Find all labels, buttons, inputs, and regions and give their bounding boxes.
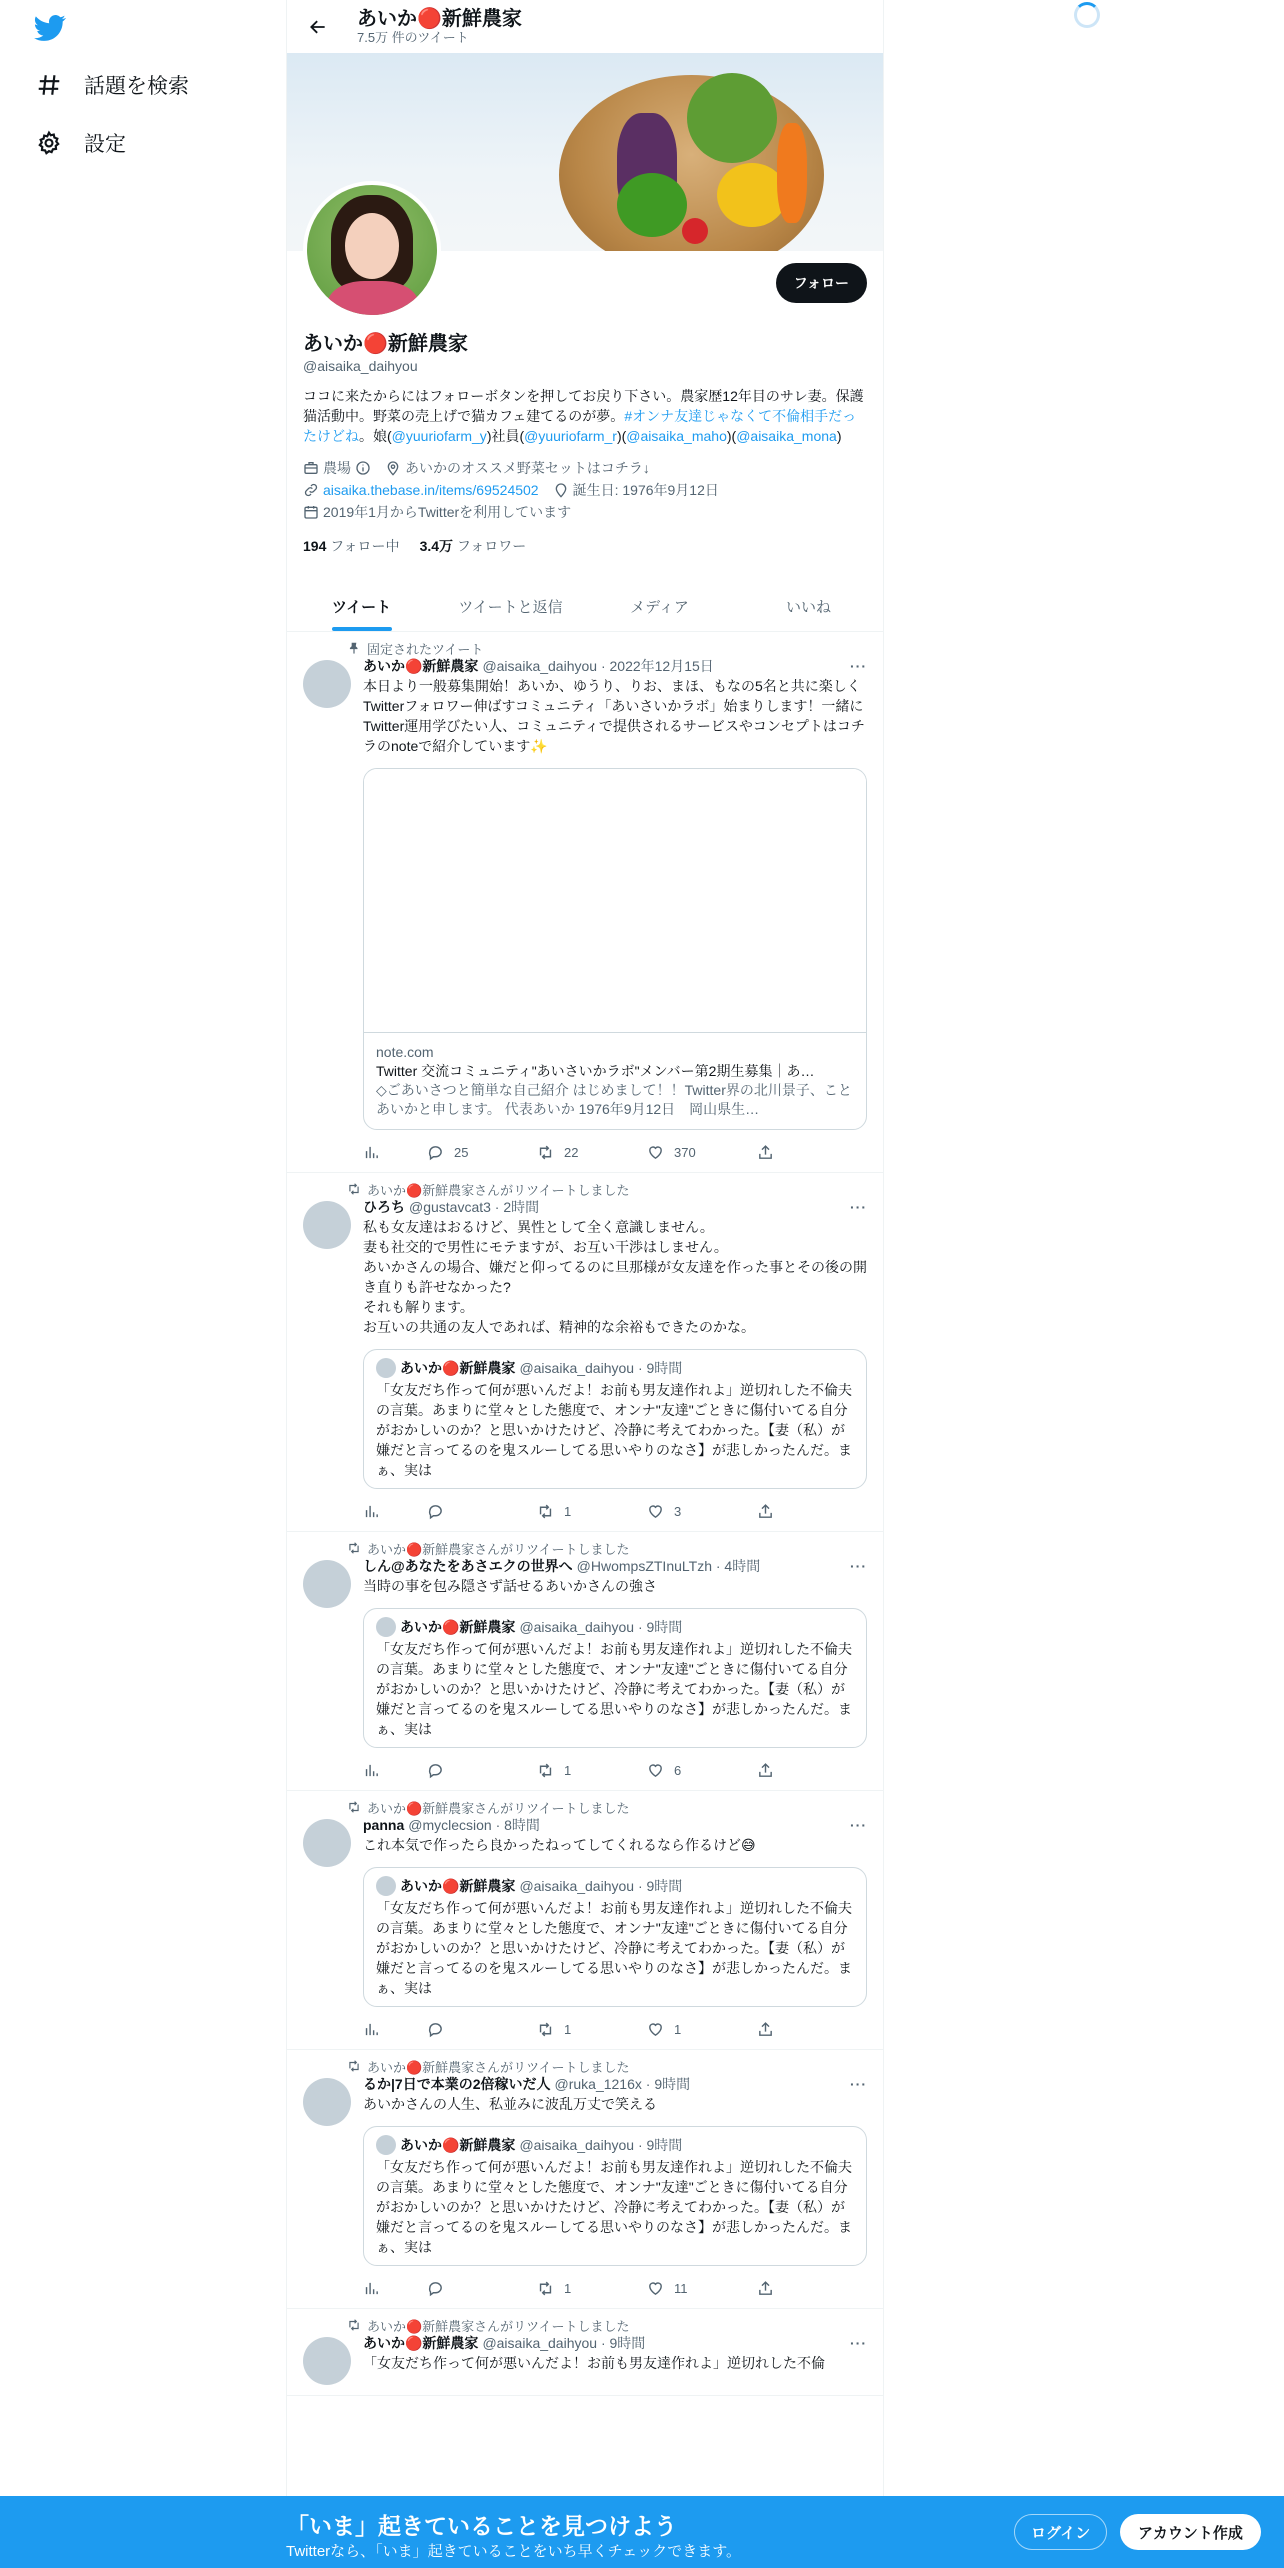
quoted-author-meta: @aisaika_daihyou · 9時間 xyxy=(519,2137,683,2153)
header-profile-name: あいか🔴新鮮農家 xyxy=(357,7,522,30)
tab-likes[interactable]: いいね xyxy=(785,599,831,616)
like-count: 370 xyxy=(674,1144,696,1160)
tweet-author-name[interactable]: るか|7日で本業の2倍稼いだ人 xyxy=(363,2076,551,2092)
tweet-context xyxy=(347,1799,867,1815)
profile-name: あいか🔴新鮮農家 xyxy=(303,333,468,355)
reply-button[interactable] xyxy=(427,1144,537,1161)
tweet-context xyxy=(347,640,867,656)
bio-text: )( xyxy=(726,428,737,444)
like-icon xyxy=(647,2021,664,2038)
like-icon xyxy=(647,1144,664,1161)
bio-text: )社員( xyxy=(486,428,525,444)
tweet[interactable] xyxy=(287,632,883,1173)
retweet-icon xyxy=(537,1503,554,1520)
share-button[interactable] xyxy=(757,1503,867,1520)
reply-icon xyxy=(427,1503,444,1520)
back-button[interactable] xyxy=(301,10,335,44)
share-icon xyxy=(757,1762,774,1779)
profile-url-link[interactable]: aisaika.thebase.in/items/69524502 xyxy=(323,482,539,498)
more-options-icon[interactable]: ··· xyxy=(850,2335,867,2351)
quoted-tweet[interactable] xyxy=(363,1349,867,1489)
signup-banner-subtitle: Twitterなら、「いま」起きていることをいち早くチェックできます。 xyxy=(286,2543,742,2560)
reply-icon xyxy=(427,2280,444,2297)
tweet-context-label: 固定されたツイート xyxy=(367,641,484,657)
retweet-count: 1 xyxy=(564,2280,572,2296)
gear-icon xyxy=(36,130,62,156)
nav-settings[interactable] xyxy=(36,128,126,158)
tweet[interactable] xyxy=(287,1532,883,1791)
share-button[interactable] xyxy=(757,2280,867,2297)
profile-birthday xyxy=(553,480,719,500)
like-count: 1 xyxy=(674,2021,682,2037)
following-link[interactable] xyxy=(303,536,400,556)
avatar xyxy=(376,1358,396,1378)
quoted-tweet-text: 「女友だち作って何が悪いんだよ！お前も男友達作れよ」逆切れした不倫夫の言葉。あまりに堂々とした態度で、オンナ"友達"ごときに傷付いてる自分がおかしいのか？と思いかけたけど、冷静に考えてわかった。【妻（私）が嫌だと言ってるのを鬼スルーしてる思いやりのなさ】が悲しかったんだ。まぁ、実は xyxy=(376,1900,852,1996)
bio-mention-link[interactable]: @aisaika_maho xyxy=(626,428,727,444)
bio-mention-link[interactable]: @yuuriofarm_r xyxy=(524,428,617,444)
profile-joined xyxy=(303,502,571,522)
quoted-tweet-text: 「女友だち作って何が悪いんだよ！お前も男友達作れよ」逆切れした不倫夫の言葉。あまりに堂々とした態度で、オンナ"友達"ごときに傷付いてる自分がおかしいのか？と思いかけたけど、冷静に考えてわかった。【妻（私）が嫌だと言ってるのを鬼スルーしてる思いやりのなさ】が悲しかったんだ。まぁ、実は xyxy=(376,1382,852,1478)
profile-top xyxy=(287,251,883,323)
bio-hashtag-link[interactable]: #オンナ友達じゃなくて不倫相手だったけどね xyxy=(303,408,857,444)
profile-location-label: あいかのオススメ野菜セットはコチラ↓ xyxy=(405,460,650,476)
tweet-author-meta[interactable]: @gustavcat3 · 2時間 xyxy=(409,1199,540,1215)
link-card-description: ◇ごあいさつと簡単な自己紹介 はじめまして！！Twitter界の北川景子、こと あいかと申します。 代表あいか 1976年9月12日 岡山県生… xyxy=(376,1082,852,1117)
tweet-author-name[interactable]: しん@あなたをあさエクの世界へ xyxy=(363,1558,573,1574)
avatar[interactable] xyxy=(303,1201,351,1249)
more-options-icon[interactable]: ··· xyxy=(850,1817,867,1833)
tweet-actions xyxy=(363,1142,867,1162)
birthday-icon xyxy=(553,482,569,498)
avatar[interactable] xyxy=(303,1560,351,1608)
nav-explore-label: 話題を検索 xyxy=(84,75,189,98)
quoted-tweet[interactable] xyxy=(363,1867,867,2007)
twitter-logo-icon[interactable] xyxy=(34,12,66,44)
bio-text: 。娘( xyxy=(359,428,392,444)
bio-text: ココに来たからにはフォローボタンを押してお戻り下さい。農家歴12年目のサレ妻。保護猫活動中。野菜の売上げで猫カフェ建てるのが夢。 xyxy=(303,388,864,424)
tweet-text: これ本気で作ったら良かったねってしてくれるなら作るけど😅 xyxy=(363,1837,756,1853)
tweet-actions xyxy=(363,2019,867,2039)
retweet-count: 1 xyxy=(564,2021,572,2037)
avatar xyxy=(376,1876,396,1896)
profile-avatar[interactable] xyxy=(303,181,441,319)
tweet-text: あいかさんの人生、私並みに波乱万丈で笑える xyxy=(363,2096,657,2112)
quoted-author-meta: @aisaika_daihyou · 9時間 xyxy=(519,1619,683,1635)
location-icon xyxy=(385,460,401,476)
share-icon xyxy=(757,1503,774,1520)
tweet-author-meta[interactable]: @ruka_1216x · 9時間 xyxy=(554,2076,691,2092)
link-card-image xyxy=(364,769,866,1033)
retweet-button[interactable] xyxy=(537,1762,647,1779)
share-button[interactable] xyxy=(757,1144,867,1161)
reply-count: 25 xyxy=(454,1144,469,1160)
retweet-icon xyxy=(347,1800,361,1814)
like-count: 3 xyxy=(674,1503,682,1519)
like-count: 11 xyxy=(674,2280,688,2296)
views-icon xyxy=(363,1503,380,1520)
tab-media[interactable]: メディア xyxy=(630,599,689,616)
tweet-context-label: あいか🔴新鮮農家さんがリツイートしました xyxy=(367,1800,630,1816)
like-icon xyxy=(647,1503,664,1520)
hashtag-icon xyxy=(36,72,62,98)
reply-button[interactable] xyxy=(427,1503,537,1520)
bio-mention-link[interactable]: @aisaika_mona xyxy=(736,428,837,444)
loading-spinner-icon xyxy=(1074,2,1100,28)
pin-icon xyxy=(347,641,361,655)
retweet-button[interactable] xyxy=(537,2021,647,2038)
bio-text: )( xyxy=(616,428,627,444)
link-card-domain: note.com xyxy=(376,1044,434,1060)
follow-button[interactable]: フォロー xyxy=(776,263,867,303)
quoted-tweet-text: 「女友だち作って何が悪いんだよ！お前も男友達作れよ」逆切れした不倫夫の言葉。あまりに堂々とした態度で、オンナ"友達"ごときに傷付いてる自分がおかしいのか？と思いかけたけど、冷静に考えてわかった。【妻（私）が嫌だと言ってるのを鬼スルーしてる思いやりのなさ】が悲しかったんだ。まぁ、実は xyxy=(376,2159,852,2255)
retweet-icon xyxy=(347,1182,361,1196)
tab-tweets-and-replies[interactable]: ツイートと返信 xyxy=(458,599,563,616)
tweet-context xyxy=(347,1181,867,1197)
retweet-icon xyxy=(537,1144,554,1161)
like-button[interactable] xyxy=(647,2280,757,2297)
retweet-count: 1 xyxy=(564,1503,572,1519)
tab-tweets[interactable]: ツイート xyxy=(287,582,436,631)
like-icon xyxy=(647,1762,664,1779)
tweet-context xyxy=(347,1540,867,1556)
avatar xyxy=(376,2135,396,2155)
avatar[interactable] xyxy=(303,660,351,708)
tweet-context xyxy=(347,2317,867,2333)
info-icon[interactable] xyxy=(355,460,371,476)
tweet-context xyxy=(347,2058,867,2074)
tweet-author-name[interactable]: ひろち xyxy=(363,1199,405,1215)
quoted-author-name: あいか🔴新鮮農家 xyxy=(400,1360,516,1376)
quoted-author-name: あいか🔴新鮮農家 xyxy=(400,2137,516,2153)
quoted-tweet[interactable] xyxy=(363,1608,867,1748)
tweet-author-meta[interactable]: @aisaika_daihyou · 2022年12月15日 xyxy=(482,658,714,674)
tweet-context-label: あいか🔴新鮮農家さんがリツイートしました xyxy=(367,2059,630,2075)
followers-link[interactable] xyxy=(420,536,527,556)
views-icon xyxy=(363,2021,380,2038)
retweet-count: 22 xyxy=(564,1144,579,1160)
followers-count: 3.4万 xyxy=(419,538,454,554)
retweet-button[interactable] xyxy=(537,1144,647,1161)
tweet-author-meta[interactable]: @aisaika_daihyou · 9時間 xyxy=(482,2335,646,2351)
reply-button[interactable] xyxy=(427,2021,537,2038)
avatar[interactable] xyxy=(303,1819,351,1867)
nav-settings-label: 設定 xyxy=(84,133,126,156)
header-tweet-count: 7.5万 件のツイート xyxy=(357,29,469,45)
tweet-actions xyxy=(363,1501,867,1521)
bio-text: ) xyxy=(836,428,842,444)
tweet[interactable] xyxy=(287,2050,883,2309)
profile-url[interactable] xyxy=(303,480,539,500)
link-card[interactable] xyxy=(363,768,867,1130)
quoted-author-name: あいか🔴新鮮農家 xyxy=(400,1878,516,1894)
followers-label: フォロワー xyxy=(456,538,527,554)
profile-birthday-label: 誕生日: 1976年9月12日 xyxy=(572,482,719,498)
tweet-text: 私も女友達はおるけど、異性として全く意識しません。 妻も社交的で男性にモテますが、お互い干渉はしません。 あいかさんの場合、嫌だと仰ってるのに旦那様が女友達を作った事とその後の開き直りも許せなかった? それも解ります。 お互いの共通の友人であれば、精神的な余裕もできたのかな。 xyxy=(363,1219,867,1335)
link-icon xyxy=(303,482,319,498)
briefcase-icon xyxy=(303,460,319,476)
login-button[interactable]: ログイン xyxy=(1014,2514,1107,2550)
tweet-author-name[interactable]: panna xyxy=(363,1817,405,1833)
views-button[interactable] xyxy=(363,1144,427,1161)
like-count: 6 xyxy=(674,1762,682,1778)
profile-stats xyxy=(303,536,867,556)
tweet-text: 当時の事を包み隠さず話せるあいかさんの強さ xyxy=(363,1578,657,1594)
calendar-icon xyxy=(303,504,319,520)
signup-banner-title: 「いま」起きていることを見つけよう xyxy=(286,2513,677,2539)
profile-bio xyxy=(303,386,867,446)
profile-tabs xyxy=(287,582,883,632)
like-icon xyxy=(647,2280,664,2297)
retweet-icon xyxy=(347,2318,361,2332)
views-button[interactable] xyxy=(363,1503,427,1520)
views-button[interactable] xyxy=(363,1762,427,1779)
bio-mention-link[interactable]: @yuuriofarm_y xyxy=(391,428,487,444)
more-options-icon[interactable]: ··· xyxy=(850,2076,867,2092)
retweet-count: 1 xyxy=(564,1762,572,1778)
tweet-author-name[interactable]: あいか🔴新鮮農家 xyxy=(363,2335,479,2351)
signup-button[interactable]: アカウント作成 xyxy=(1120,2514,1261,2550)
back-arrow-icon xyxy=(308,17,328,37)
retweet-button[interactable] xyxy=(537,2280,647,2297)
views-icon xyxy=(363,2280,380,2297)
tweet-actions xyxy=(363,2278,867,2298)
tweet-author-meta[interactable]: @myclecsion · 8時間 xyxy=(408,1817,540,1833)
profile-info xyxy=(287,327,883,556)
tweet-actions xyxy=(363,1760,867,1780)
views-icon xyxy=(363,1762,380,1779)
quoted-tweet-text: 「女友だち作って何が悪いんだよ！お前も男友達作れよ」逆切れした不倫夫の言葉。あまりに堂々とした態度で、オンナ"友達"ごときに傷付いてる自分がおかしいのか？と思いかけたけど、冷静に考えてわかった。【妻（私）が嫌だと言ってるのを鬼スルーしてる思いやりのなさ】が悲しかったんだ。まぁ、実は xyxy=(376,1641,852,1737)
retweet-button[interactable] xyxy=(537,1503,647,1520)
share-button[interactable] xyxy=(757,1762,867,1779)
views-icon xyxy=(363,1144,380,1161)
profile-location xyxy=(385,458,650,478)
tweet-context-label: あいか🔴新鮮農家さんがリツイートしました xyxy=(367,1182,630,1198)
banner-carrot-image xyxy=(777,123,807,223)
reply-icon xyxy=(427,2021,444,2038)
quoted-tweet[interactable] xyxy=(363,2126,867,2266)
tweet[interactable] xyxy=(287,2309,883,2396)
profile-joined-label: 2019年1月からTwitterを利用しています xyxy=(323,504,572,520)
views-button[interactable] xyxy=(363,2280,427,2297)
tweet-text: 本日より一般募集開始！あいか、ゆうり、りお、まほ、もなの5名と共に楽しくTwitterフォロワー伸ばすコミュニティ「あいさいかラボ」始まりします！一緒にTwitter運用学びたい人、コミュニティで提供されるサービスやコンセプトはコチラのnoteで紹介しています✨ xyxy=(363,678,865,754)
more-options-icon[interactable]: ··· xyxy=(850,1199,867,1215)
share-icon xyxy=(757,2021,774,2038)
following-count: 194 xyxy=(303,538,327,554)
banner-cabbage-image xyxy=(687,73,777,163)
retweet-icon xyxy=(347,2059,361,2073)
reply-button[interactable] xyxy=(427,1762,537,1779)
nav-explore[interactable] xyxy=(36,70,189,100)
quoted-author-name: あいか🔴新鮮農家 xyxy=(400,1619,516,1635)
following-label: フォロー中 xyxy=(330,538,400,554)
reply-button[interactable] xyxy=(427,2280,537,2297)
reply-icon xyxy=(427,1144,444,1161)
avatar-face xyxy=(345,213,399,279)
tweet-text: 「女友だち作って何が悪いんだよ！お前も男友達作れよ」逆切れした不倫 xyxy=(363,2355,825,2371)
quoted-author-meta: @aisaika_daihyou · 9時間 xyxy=(519,1878,683,1894)
tweet-author-name[interactable]: あいか🔴新鮮農家 xyxy=(363,658,479,674)
like-button[interactable] xyxy=(647,1762,757,1779)
share-icon xyxy=(757,1144,774,1161)
retweet-icon xyxy=(537,2021,554,2038)
banner-tomato-image xyxy=(682,218,708,244)
retweet-icon xyxy=(537,1762,554,1779)
like-button[interactable] xyxy=(647,1503,757,1520)
profile-meta xyxy=(303,458,867,522)
more-options-icon[interactable]: ··· xyxy=(850,1558,867,1574)
quoted-author-meta: @aisaika_daihyou · 9時間 xyxy=(519,1360,683,1376)
avatar-shirt xyxy=(327,281,419,319)
banner-green-pepper-image xyxy=(617,173,687,237)
tweet-author-meta[interactable]: @HwompsZTInuLTzh · 4時間 xyxy=(576,1558,761,1574)
tweet-context-label: あいか🔴新鮮農家さんがリツイートしました xyxy=(367,2318,630,2334)
more-options-icon[interactable]: ··· xyxy=(850,658,867,674)
views-button[interactable] xyxy=(363,2021,427,2038)
signup-banner xyxy=(0,2496,1284,2568)
retweet-icon xyxy=(537,2280,554,2297)
share-icon xyxy=(757,2280,774,2297)
tweet-context-label: あいか🔴新鮮農家さんがリツイートしました xyxy=(367,1541,630,1557)
avatar xyxy=(376,1617,396,1637)
profile-category-label: 農場 xyxy=(323,460,351,476)
avatar[interactable] xyxy=(303,2078,351,2126)
tweet[interactable] xyxy=(287,1173,883,1532)
like-button[interactable] xyxy=(647,1144,757,1161)
left-navigation xyxy=(0,0,286,2568)
like-button[interactable] xyxy=(647,2021,757,2038)
link-card-title: Twitter 交流コミュニティ"あいさいかラボ"メンバー第2期生募集｜あ… xyxy=(376,1063,815,1079)
avatar[interactable] xyxy=(303,2337,351,2385)
retweet-icon xyxy=(347,1541,361,1555)
profile-category xyxy=(303,458,371,478)
profile-handle: @aisaika_daihyou xyxy=(303,358,418,374)
share-button[interactable] xyxy=(757,2021,867,2038)
profile-column xyxy=(286,0,884,2568)
profile-header-bar xyxy=(287,0,883,53)
tweet[interactable] xyxy=(287,1791,883,2050)
reply-icon xyxy=(427,1762,444,1779)
